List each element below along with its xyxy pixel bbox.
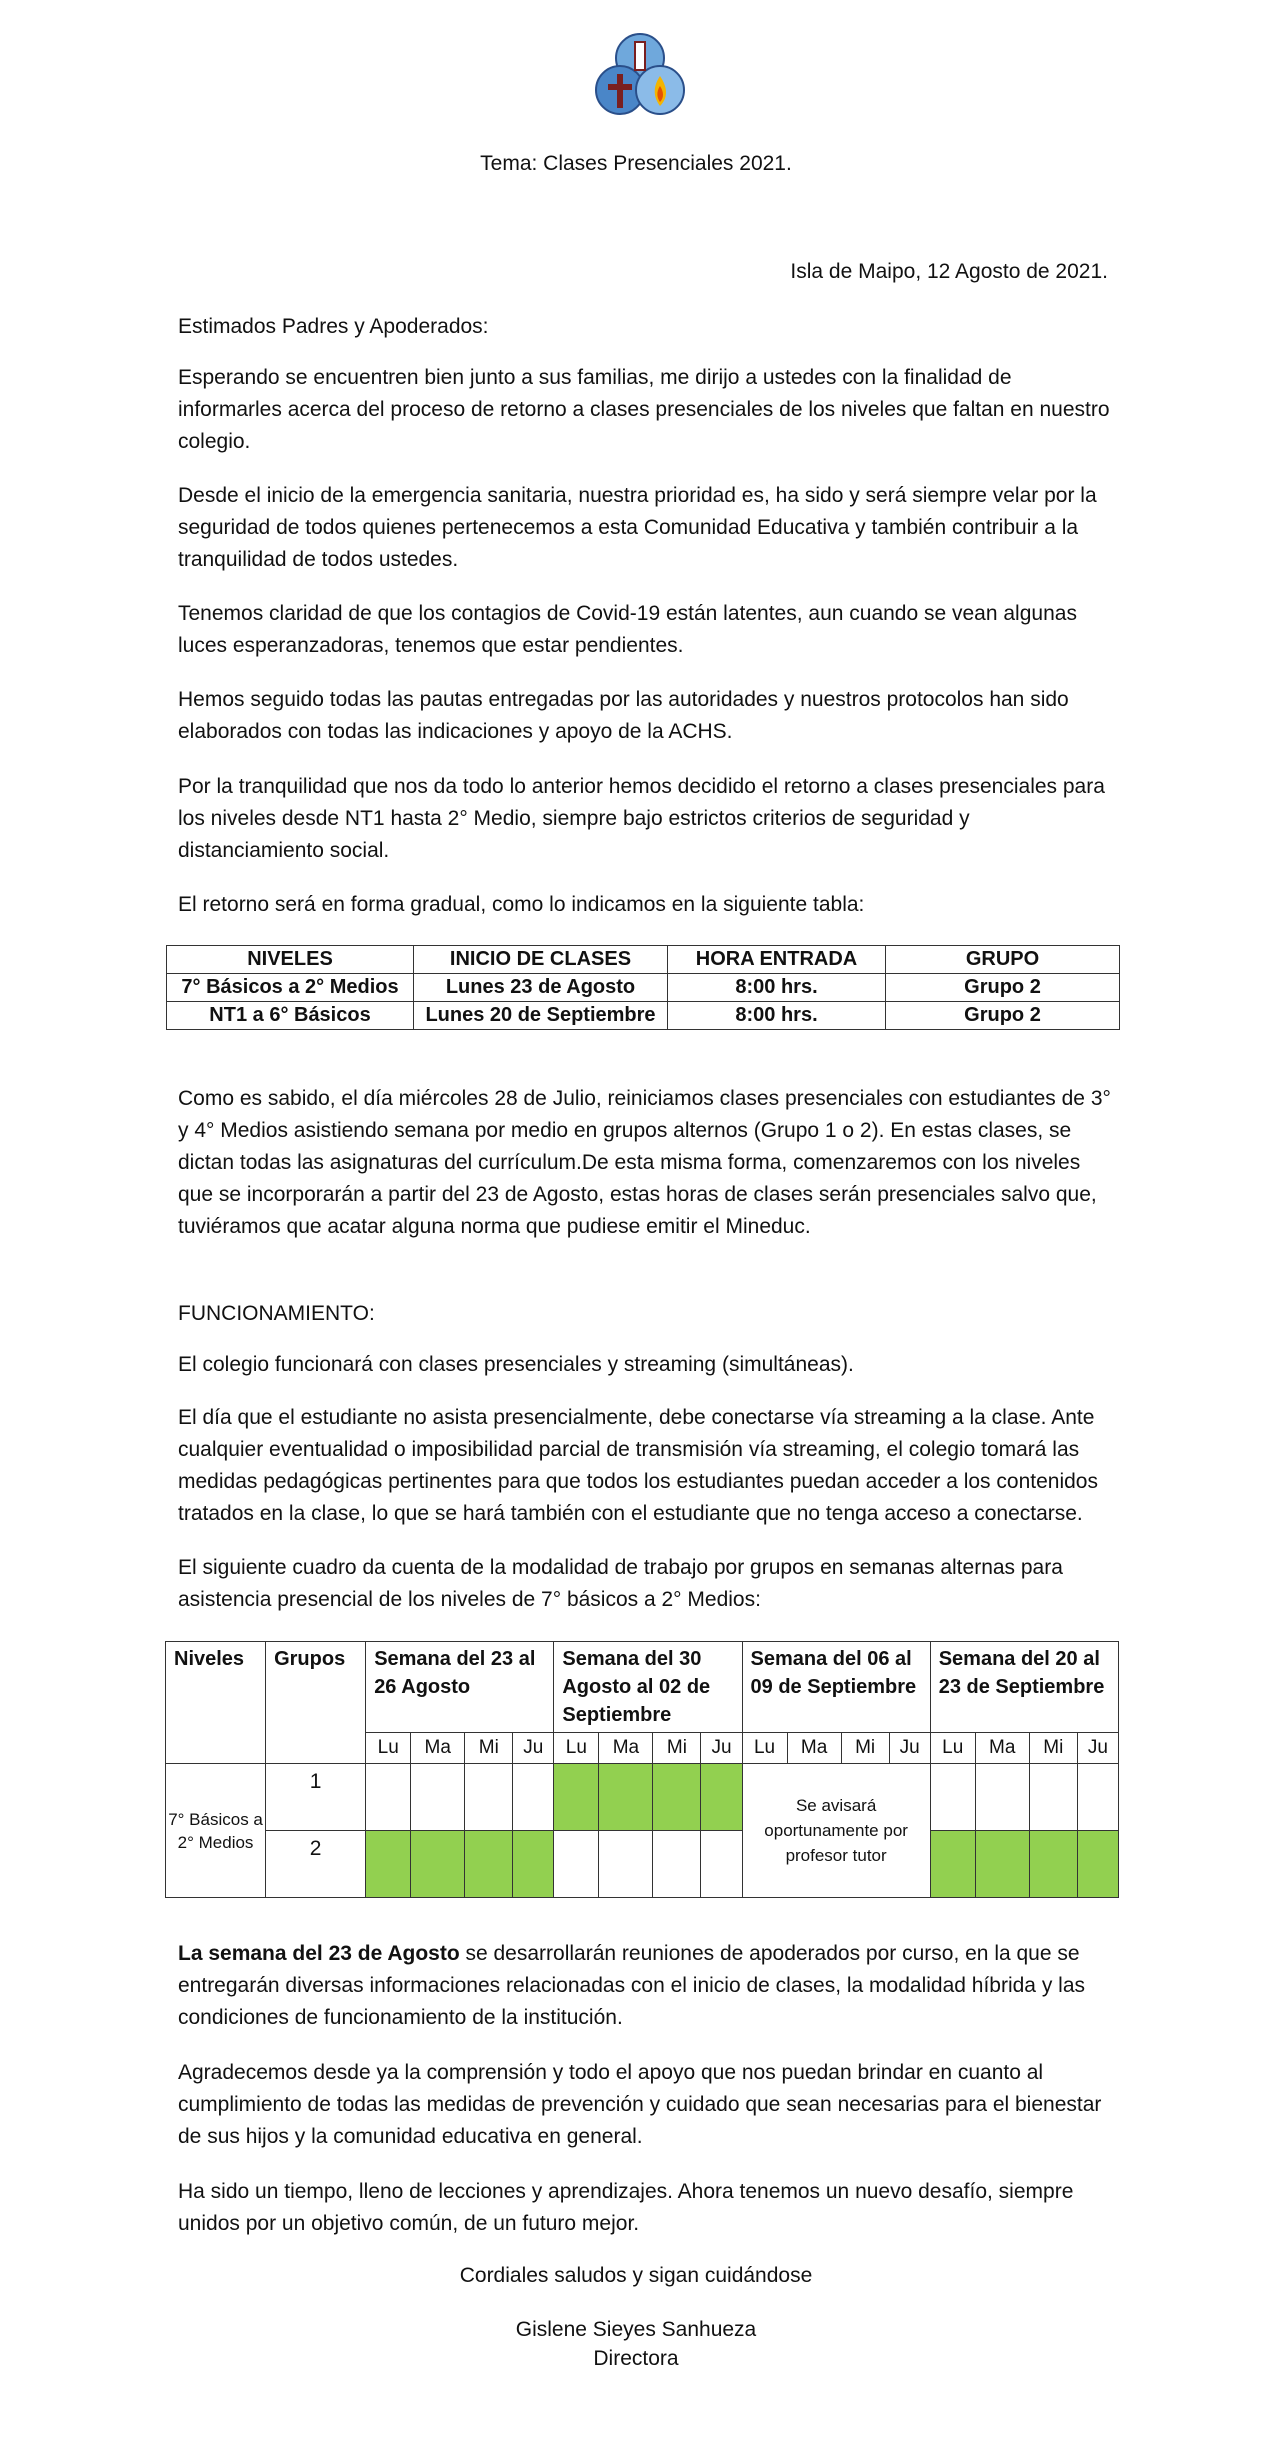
day-cell: Ma [787,1733,841,1764]
schedule-cell [653,1831,701,1898]
schedule-cell-presencial [366,1831,411,1898]
header-cell: Semana del 06 al 09 de Septiembre [742,1642,930,1733]
day-cell: Ma [975,1733,1029,1764]
paragraph-groups-intro: El siguiente cuadro da cuenta de la modalidad de trabajo por grupos en semanas alternas para asistencia presencial de los niveles de 7° básicos a 2° Medios: [178,1556,1063,1611]
closing-line: Cordiales saludos y sigan cuidándose [459,2264,813,2287]
paragraph-return-decision: Por la tranquilidad que nos da todo lo anterior hemos decidido el retorno a clases presenciales para los niveles desde NT1 hasta 2° Medio, siempre bajo estrictos criterios de seguridad y distanciamiento social. [178,775,1105,862]
paragraph-meetings [178,1938,1118,2034]
header-cell: Semana del 23 al 26 Agosto [366,1642,554,1733]
schedule-cell-presencial [1077,1831,1118,1898]
schedule-cell-presencial [1029,1831,1077,1898]
schedule-cell-presencial [465,1831,513,1898]
schedule-cell [1029,1764,1077,1831]
header-cell: Grupos [266,1642,366,1764]
paragraph-background: Como es sabido, el día miércoles 28 de Julio, reiniciamos clases presenciales con estudiantes de 3° y 4° Medios asistiendo semana por medio en grupos alternos (Grupo 1 o 2). En estas clases, se dictan todas las asignaturas del currículum.De esta misma forma, comenzaremos con los niveles que se incorporarán a partir del 23 de Agosto, estas horas de clases serán presenciales salvo que, tuviéramos que acatar alguna norma que pudiese emitir el Mineduc. [178,1087,1111,1238]
table-cell: Grupo 2 [886,974,1120,1002]
signer-name: Gislene Sieyes Sanhueza [515,2318,757,2341]
schedule-cell [554,1831,599,1898]
day-cell: Mi [841,1733,889,1764]
day-cell: Ju [889,1733,930,1764]
schedule-cell-presencial [599,1764,653,1831]
day-cell: Ju [701,1733,742,1764]
day-cell: Lu [930,1733,975,1764]
schedule-cell-presencial [513,1831,554,1898]
table-cell: Lunes 23 de Agosto [414,974,668,1002]
schedule-cell-presencial [930,1831,975,1898]
schedule-cell-presencial [653,1764,701,1831]
schedule-cell [366,1764,411,1831]
signer-role: Directora [593,2347,679,2370]
table-cell: 8:00 hrs. [668,974,886,1002]
table-cell: Lunes 20 de Septiembre [414,1002,668,1030]
table-row-group-2 [166,1831,1119,1898]
schedule-cell [411,1764,465,1831]
schedule-cell [465,1764,513,1831]
schedule-cell [599,1831,653,1898]
day-cell: Mi [653,1733,701,1764]
schedule-cell-presencial [554,1764,599,1831]
groups-table [165,1641,1119,1898]
group-cell: 1 [266,1764,366,1831]
level-cell: 7° Básicos a 2° Medios [166,1764,266,1898]
paragraph-intro: Esperando se encuentren bien junto a sus familias, me dirijo a ustedes con la finalidad de informarles acerca del proceso de retorno a clases presenciales de los niveles que faltan en nuestro colegio. [178,366,1110,453]
paragraph-protocols: Hemos seguido todas las pautas entregadas por las autoridades y nuestros protocolos han sido elaborados con todas las indicaciones y apoyo de la ACHS. [178,688,1069,743]
day-cell: Ju [1077,1733,1118,1764]
schedule-cell [513,1764,554,1831]
header-cell: HORA ENTRADA [668,946,886,974]
schedule-cell-presencial [975,1831,1029,1898]
day-cell: Mi [1029,1733,1077,1764]
schedule-cell [1077,1764,1118,1831]
day-cell: Ju [513,1733,554,1764]
schedule-cell [701,1831,742,1898]
table-header-row [167,946,1120,974]
paragraph-thanks: Agradecemos desde ya la comprensión y todo el apoyo que nos puedan brindar en cuanto al cumplimiento de todas las medidas de prevención y cuidado que sean necesarias para el bienestar de sus hijos y la comunidad educativa en general. [178,2061,1102,2148]
paragraph-priority: Desde el inicio de la emergencia sanitaria, nuestra prioridad es, ha sido y será siempre velar por la seguridad de todos quienes pertenecemos a esta Comunidad Educativa y también contribuir a la tranquilidad de todos ustedes. [178,484,1097,571]
section-title: FUNCIONAMIENTO: [178,1302,375,1325]
header-cell: GRUPO [886,946,1120,974]
topic-line: Tema: Clases Presenciales 2021. [480,152,792,175]
day-cell: Ma [599,1733,653,1764]
day-cell: Mi [465,1733,513,1764]
schedule-cell [930,1764,975,1831]
table-cell: NT1 a 6° Básicos [167,1002,414,1030]
header-cell: INICIO DE CLASES [414,946,668,974]
day-cell: Lu [742,1733,787,1764]
paragraph-closing-thought: Ha sido un tiempo, lleno de lecciones y aprendizajes. Ahora tenemos un nuevo desafío, siempre unidos por un objetivo común, de un futuro mejor. [178,2180,1074,2235]
day-cell: Lu [554,1733,599,1764]
meetings-rest: se desarrollarán reuniones de apoderados por curso, en la que se entregarán diversas informaciones relacionadas con el inicio de clases, la modalidad híbrida y las condiciones de funcionamiento de la institución. [178,1942,1085,2029]
header-cell: Semana del 20 al 23 de Septiembre [930,1642,1118,1733]
header-cell: Niveles [166,1642,266,1764]
paragraph-gradual: El retorno será en forma gradual, como lo indicamos en la siguiente tabla: [178,893,865,916]
paragraph-streaming: El día que el estudiante no asista presencialmente, debe conectarse vía streaming a la clase. Ante cualquier eventualidad o imposibilidad parcial de transmisión vía streaming, el colegio tomará las medidas pedagógicas pertinentes para que todos los estudiantes puedan acceder a los contenidos tratados en la clase, lo que se hará también con el estudiante que no tenga acceso a conectarse. [178,1406,1098,1525]
tutor-note-cell: Se avisará oportunamente por profesor tutor [742,1764,930,1898]
paragraph-modality: El colegio funcionará con clases presenciales y streaming (simultáneas). [178,1353,854,1376]
day-cell: Lu [366,1733,411,1764]
paragraph-covid: Tenemos claridad de que los contagios de Covid-19 están latentes, aun cuando se vean algunas luces esperanzadoras, tenemos que estar pendientes. [178,602,1077,657]
meetings-bold-lead: La semana del 23 de Agosto [178,1942,460,1965]
header-cell: Semana del 30 Agosto al 02 de Septiembre [554,1642,742,1733]
place-date: Isla de Maipo, 12 Agosto de 2021. [790,260,1108,283]
table-cell: Grupo 2 [886,1002,1120,1030]
school-logo [590,28,690,126]
group-cell: 2 [266,1831,366,1898]
header-cell: NIVELES [167,946,414,974]
table-cell: 7° Básicos a 2° Medios [167,974,414,1002]
table-row [167,1002,1120,1030]
schedule-cell-presencial [701,1764,742,1831]
table-cell: 8:00 hrs. [668,1002,886,1030]
schedule-cell-presencial [411,1831,465,1898]
table-row-group-1 [166,1764,1119,1831]
table-row [167,974,1120,1002]
schedule-table [166,945,1120,1030]
greeting: Estimados Padres y Apoderados: [178,315,489,338]
table-header-row [166,1642,1119,1733]
schedule-cell [975,1764,1029,1831]
day-cell: Ma [411,1733,465,1764]
